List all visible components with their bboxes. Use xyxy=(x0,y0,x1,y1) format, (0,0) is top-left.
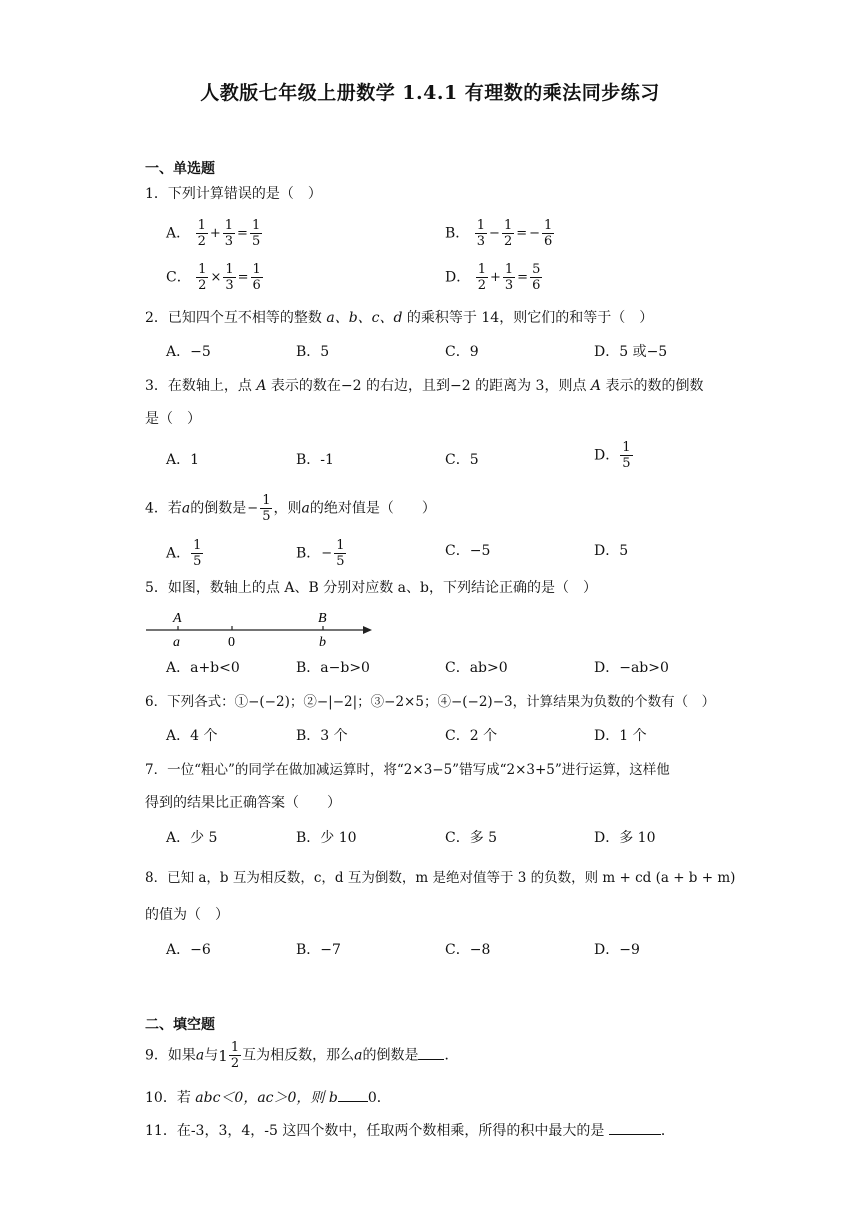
q6-option-c[interactable]: C．2 个 xyxy=(445,728,498,744)
q5-option-c[interactable]: C．ab>0 xyxy=(445,660,508,676)
q3-option-b[interactable]: B．-1 xyxy=(296,452,334,468)
q8-option-b[interactable]: B．−7 xyxy=(296,942,341,958)
q9-answer-blank[interactable] xyxy=(418,1045,444,1060)
q4-option-b[interactable]: B．− $\frac{1}{5}$ xyxy=(296,538,345,569)
q5-option-b[interactable]: B．a−b>0 xyxy=(296,660,370,676)
q4-option-d[interactable]: D．5 xyxy=(594,543,629,559)
q1-option-b[interactable]: B． $\frac{1}{3}$ − $\frac{1}{2}$ = − $\frac{1}{6}$ xyxy=(445,218,553,249)
question-4-stem: 4．若a的倒数是− $\frac{1}{5}$ ，则a的绝对值是（ ） xyxy=(145,493,436,524)
q6-option-b[interactable]: B．3 个 xyxy=(296,728,348,744)
q1-option-c[interactable]: C． $\frac{1}{2}$ × $\frac{1}{3}$ = $\frac{1}{6}$ xyxy=(166,262,261,293)
q8-option-c[interactable]: C．−8 xyxy=(445,942,491,958)
q7-option-a[interactable]: A．少 5 xyxy=(166,830,218,846)
q7-option-d[interactable]: D．多 10 xyxy=(594,830,656,846)
q7-option-c[interactable]: C．多 5 xyxy=(445,830,498,846)
q6-option-d[interactable]: D．1 个 xyxy=(594,728,647,744)
point-label-A: A xyxy=(173,611,182,626)
q6-option-a[interactable]: A．4 个 xyxy=(166,728,218,744)
section-heading-fill-in: 二、填空题 xyxy=(145,1017,215,1033)
q1-option-a[interactable]: A． $\frac{1}{2}$ + $\frac{1}{3}$ = $\frac{1}{5}$ xyxy=(166,218,261,249)
question-6-stem: 6．下列各式：①−(−2)；②−|−2|；③−2×5；④−(−2)−3，计算结果为负数的个数有（ ） xyxy=(145,694,716,710)
value-label-b: b xyxy=(319,635,326,650)
point-label-B: B xyxy=(318,611,327,626)
number-line-figure xyxy=(140,604,380,650)
zero-label: 0 xyxy=(228,635,235,650)
q3-option-d[interactable]: D． $\frac{1}{5}$ xyxy=(594,440,631,471)
question-7-stem-line1: 7．一位“粗心”的同学在做加减运算时，将“2×3−5”错写成“2×3+5”进行运算，这样他 xyxy=(145,762,670,778)
number-line-arrow xyxy=(363,626,372,634)
q11-answer-blank[interactable] xyxy=(609,1120,661,1135)
q3-option-c[interactable]: C．5 xyxy=(445,452,479,468)
q7-option-b[interactable]: B．少 10 xyxy=(296,830,357,846)
page-title: 人教版七年级上册数学 1.4.1 有理数的乘法同步练习 xyxy=(200,82,660,104)
question-3-stem-line1: 3．在数轴上，点 A 表示的数在−2 的右边，且到−2 的距离为 3，则点 A 表示的数的倒数 xyxy=(145,378,704,394)
q5-option-a[interactable]: A．a+b<0 xyxy=(166,660,240,676)
q5-option-d[interactable]: D．−ab>0 xyxy=(594,660,669,676)
question-11-stem: 11．在-3，3，4，-5 这四个数中，任取两个数相乘，所得的积中最大的是 ． xyxy=(145,1120,675,1141)
question-5-stem: 5．如图，数轴上的点 A、B 分别对应数 a、b，下列结论正确的是（ ） xyxy=(145,580,597,596)
question-2-stem: 2．已知四个互不相等的整数 a、b、c、d 的乘积等于 14，则它们的和等于（ ） xyxy=(145,310,654,326)
section-heading-single-choice: 一、单选题 xyxy=(145,161,215,177)
question-1-stem: 1．下列计算错误的是（ ） xyxy=(145,186,322,202)
question-10-stem: 10．若 abc＜0，ac＞0，则 b 0． xyxy=(145,1087,391,1108)
value-label-a: a xyxy=(173,635,180,650)
question-8-stem-line1: 8．已知 a，b 互为相反数，c，d 互为倒数，m 是绝对值等于 3 的负数，则 m + cd (a + b + m) xyxy=(145,870,736,886)
q3-option-a[interactable]: A．1 xyxy=(166,452,200,468)
q4-option-a[interactable]: A． $\frac{1}{5}$ xyxy=(166,538,202,569)
question-9-stem: 9．如果a与 1 $\frac{1}{2}$ 互为相反数，那么a的倒数是 ． xyxy=(145,1040,459,1071)
q10-answer-blank[interactable] xyxy=(338,1087,368,1102)
q8-option-d[interactable]: D．−9 xyxy=(594,942,640,958)
q1-option-d[interactable]: D． $\frac{1}{2}$ + $\frac{1}{3}$ = $\frac{5}{6}$ xyxy=(445,262,541,293)
q8-option-a[interactable]: A．−6 xyxy=(166,942,211,958)
question-7-stem-line2: 得到的结果比正确答案（ ） xyxy=(145,795,341,811)
q2-option-a[interactable]: A．−5 xyxy=(166,344,211,360)
q2-option-c[interactable]: C．9 xyxy=(445,344,479,360)
question-8-stem-line2: 的值为（ ） xyxy=(145,907,229,923)
q2-option-d[interactable]: D．5 或−5 xyxy=(594,344,668,360)
q2-option-b[interactable]: B．5 xyxy=(296,344,330,360)
question-3-stem-line2: 是（ ） xyxy=(145,411,201,427)
q4-option-c[interactable]: C．−5 xyxy=(445,543,491,559)
